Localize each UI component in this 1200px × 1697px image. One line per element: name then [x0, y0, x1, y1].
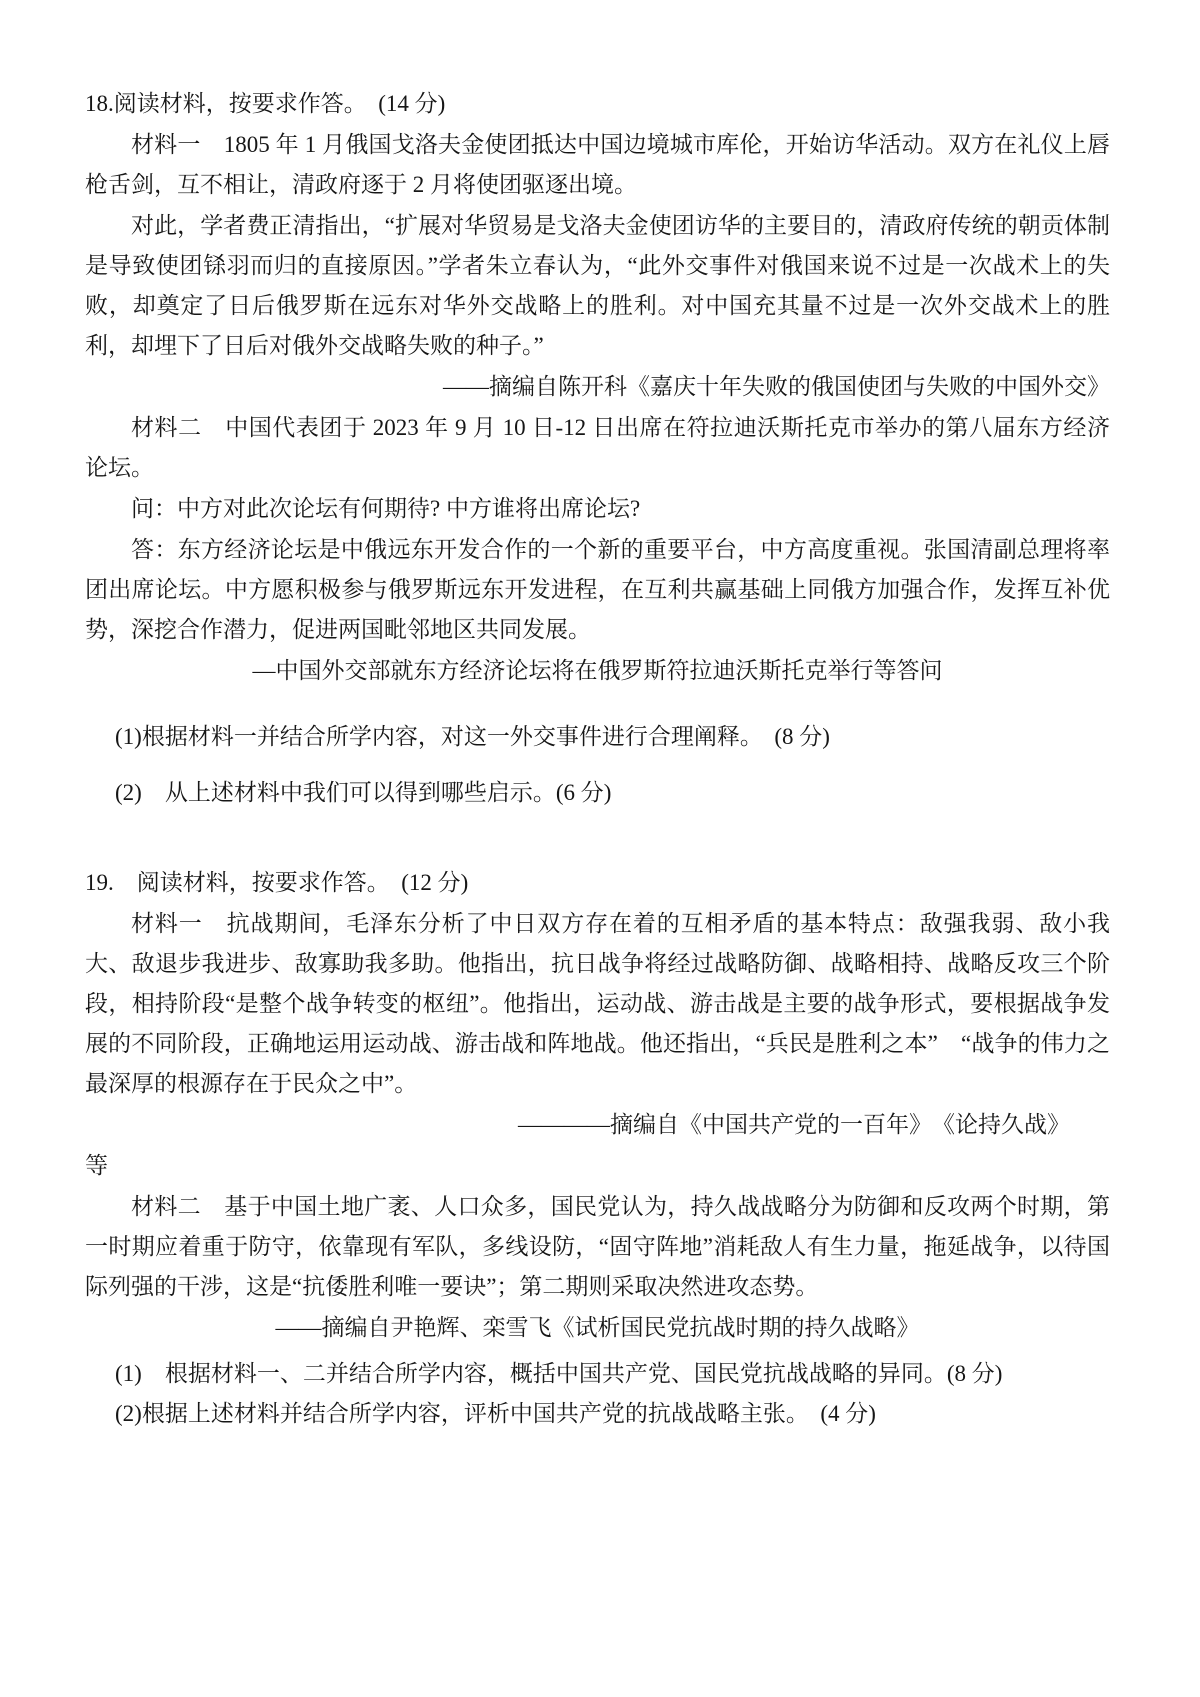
q18-subquestion-2: (2) 从上述材料中我们可以得到哪些启示。(6 分): [115, 780, 612, 805]
q19-material2-paragraph: 材料二 基于中国土地广袤、人口众多，国民党认为，持久战战略分为防御和反攻两个时期，第一时期应着重于防守，依靠现有军队，多线设防，“固守阵地”消耗敌人有生力量，拖延战争，以待国际列强的干涉，这是“抗倭胜利唯一要诀”；第二期则采取决然进攻态势。: [85, 1194, 1110, 1299]
q19-material1-source: ————摘编自《中国共产党的一百年》 《论持久战》: [518, 1112, 1070, 1137]
question-18-heading: 18.阅读材料，按要求作答。 (14 分): [85, 91, 446, 116]
q18-material1-paragraph-2: 对此，学者费正清指出，“扩展对华贸易是戈洛夫金使团访华的主要目的，清政府传统的朝贡体制是导致使团铩羽而归的直接原因。”学者朱立春认为，“此外交事件对俄国来说不过是一次战术上的失败，却奠定了日后俄罗斯在远东对华外交战略上的胜利。对中国充其量不过是一次外交战术上的胜利，却埋下了日后对俄外交战略失败的种子。”: [85, 213, 1110, 358]
q19-material1-paragraph: 材料一 抗战期间，毛泽东分析了中日双方存在着的互相矛盾的基本特点：敌强我弱、敌小我大、敌退步我进步、敌寡助我多助。他指出，抗日战争将经过战略防御、战略相持、战略反攻三个阶段，相持阶段“是整个战争转变的枢纽”。他指出，运动战、游击战是主要的战争形式，要根据战争发展的不同阶段，正确地运用运动战、游击战和阵地战。他还指出，“兵民是胜利之本” “战争的伟力之最深厚的根源存在于民众之中”。: [85, 911, 1110, 1096]
q19-subquestion-2: (2)根据上述材料并结合所学内容，评析中国共产党的抗战战略主张。 (4 分): [115, 1401, 876, 1426]
q19-material1-source-overflow: 等: [85, 1153, 108, 1178]
question-19-heading: 19. 阅读材料，按要求作答。 (12 分): [85, 870, 469, 895]
q18-material2-source: —中国外交部就东方经济论坛将在俄罗斯符拉迪沃斯托克举行等答问: [252, 658, 943, 683]
q19-material2-source: ——摘编自尹艳辉、栾雪飞《试析国民党抗战时期的持久战略》: [275, 1315, 920, 1340]
q18-subquestion-1: (1)根据材料一并结合所学内容，对这一外交事件进行合理阐释。 (8 分): [115, 724, 830, 749]
q18-material2-answer-line: 答：东方经济论坛是中俄远东开发合作的一个新的重要平台，中方高度重视。张国清副总理将率团出席论坛。中方愿积极参与俄罗斯远东开发进程，在互利共赢基础上同俄方加强合作，发挥互补优势，深挖合作潜力，促进两国毗邻地区共同发展。: [85, 537, 1110, 642]
q19-subquestion-1: (1) 根据材料一、二并结合所学内容，概括中国共产党、国民党抗战战略的异同。(8 分): [115, 1361, 1003, 1386]
q18-material1-paragraph-1: 材料一 1805 年 1 月俄国戈洛夫金使团抵达中国边境城市库伦，开始访华活动。双方在礼仪上唇枪舌剑，互不相让，清政府逐于 2 月将使团驱逐出境。: [85, 132, 1110, 197]
q18-material1-source: ——摘编自陈开科《嘉庆十年失败的俄国使团与失败的中国外交》: [443, 374, 1110, 399]
q18-material2-paragraph: 材料二 中国代表团于 2023 年 9 月 10 日-12 日出席在符拉迪沃斯托克市举办的第八届东方经济论坛。: [85, 415, 1110, 480]
q18-material2-question-line: 问：中方对此次论坛有何期待? 中方谁将出席论坛?: [131, 496, 641, 521]
